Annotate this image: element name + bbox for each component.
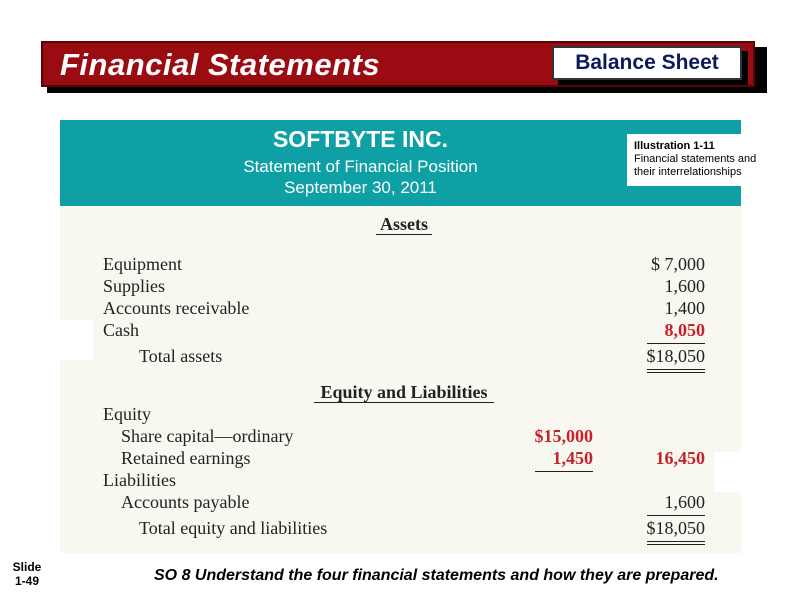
illustration-caption-2: their interrelationships: [634, 166, 742, 178]
total-assets-double-rule-1: [647, 369, 705, 370]
assets-subtotal-rule: [647, 343, 705, 344]
illustration-number: Illustration 1-11: [634, 140, 715, 152]
accounts-payable-label: Accounts payable: [121, 492, 250, 512]
statement-name: Statement of Financial Position: [243, 157, 478, 176]
retained-earnings-label: Retained earnings: [121, 448, 251, 468]
equity-heading: Equity: [103, 404, 151, 424]
asset-label-equipment: Equipment: [103, 254, 182, 274]
slide-number: [8, 560, 46, 588]
liabilities-subtotal-rule: [647, 515, 705, 516]
total-equity-amount: 16,450: [655, 448, 705, 468]
illustration-callout: [627, 134, 775, 186]
total-assets-label: Total assets: [139, 346, 223, 366]
topic-label: Balance Sheet: [552, 46, 742, 80]
retained-earnings-amount: 1,450: [552, 448, 593, 468]
total-eq-liab-amount: $18,050: [646, 518, 705, 538]
total-eq-liab-label: Total equity and liabilities: [139, 518, 328, 538]
equity-subtotal-rule: [535, 471, 593, 472]
illustration-caption-1: Financial statements and: [634, 153, 757, 165]
equity-liabilities-heading: Equity and Liabilities: [314, 382, 494, 403]
share-capital-label: Share capital—ordinary: [121, 426, 294, 446]
asset-label-receivable: Accounts receivable: [103, 298, 250, 318]
accounts-payable-amount: 1,600: [664, 492, 705, 512]
total-assets-double-rule-2: [647, 372, 705, 373]
statement-date: September 30, 2011: [284, 178, 437, 197]
panel-cutout-left: [60, 320, 93, 360]
slide-label: Slide: [12, 560, 42, 574]
asset-amount-equipment: $ 7,000: [651, 254, 705, 274]
total-eq-liab-double-rule-2: [647, 544, 705, 545]
asset-label-cash: Cash: [103, 320, 139, 340]
assets-heading: Assets: [376, 214, 432, 235]
asset-amount-cash: 8,050: [664, 320, 705, 340]
company-name: SOFTBYTE INC.: [272, 126, 449, 152]
total-eq-liab-double-rule-1: [647, 541, 705, 542]
asset-amount-supplies: 1,600: [664, 276, 705, 296]
share-capital-amount: $15,000: [534, 426, 593, 446]
total-assets-amount: $18,050: [646, 346, 705, 366]
slide-title: Financial Statements: [60, 47, 381, 82]
asset-label-supplies: Supplies: [103, 276, 166, 296]
slide-value: 1-49: [14, 574, 40, 588]
study-objective: SO 8 Understand the four financial statements and how they are prepared.: [154, 567, 719, 584]
asset-amount-receivable: 1,400: [664, 298, 705, 318]
panel-cutout-right: [714, 452, 741, 492]
liabilities-heading: Liabilities: [103, 470, 176, 490]
